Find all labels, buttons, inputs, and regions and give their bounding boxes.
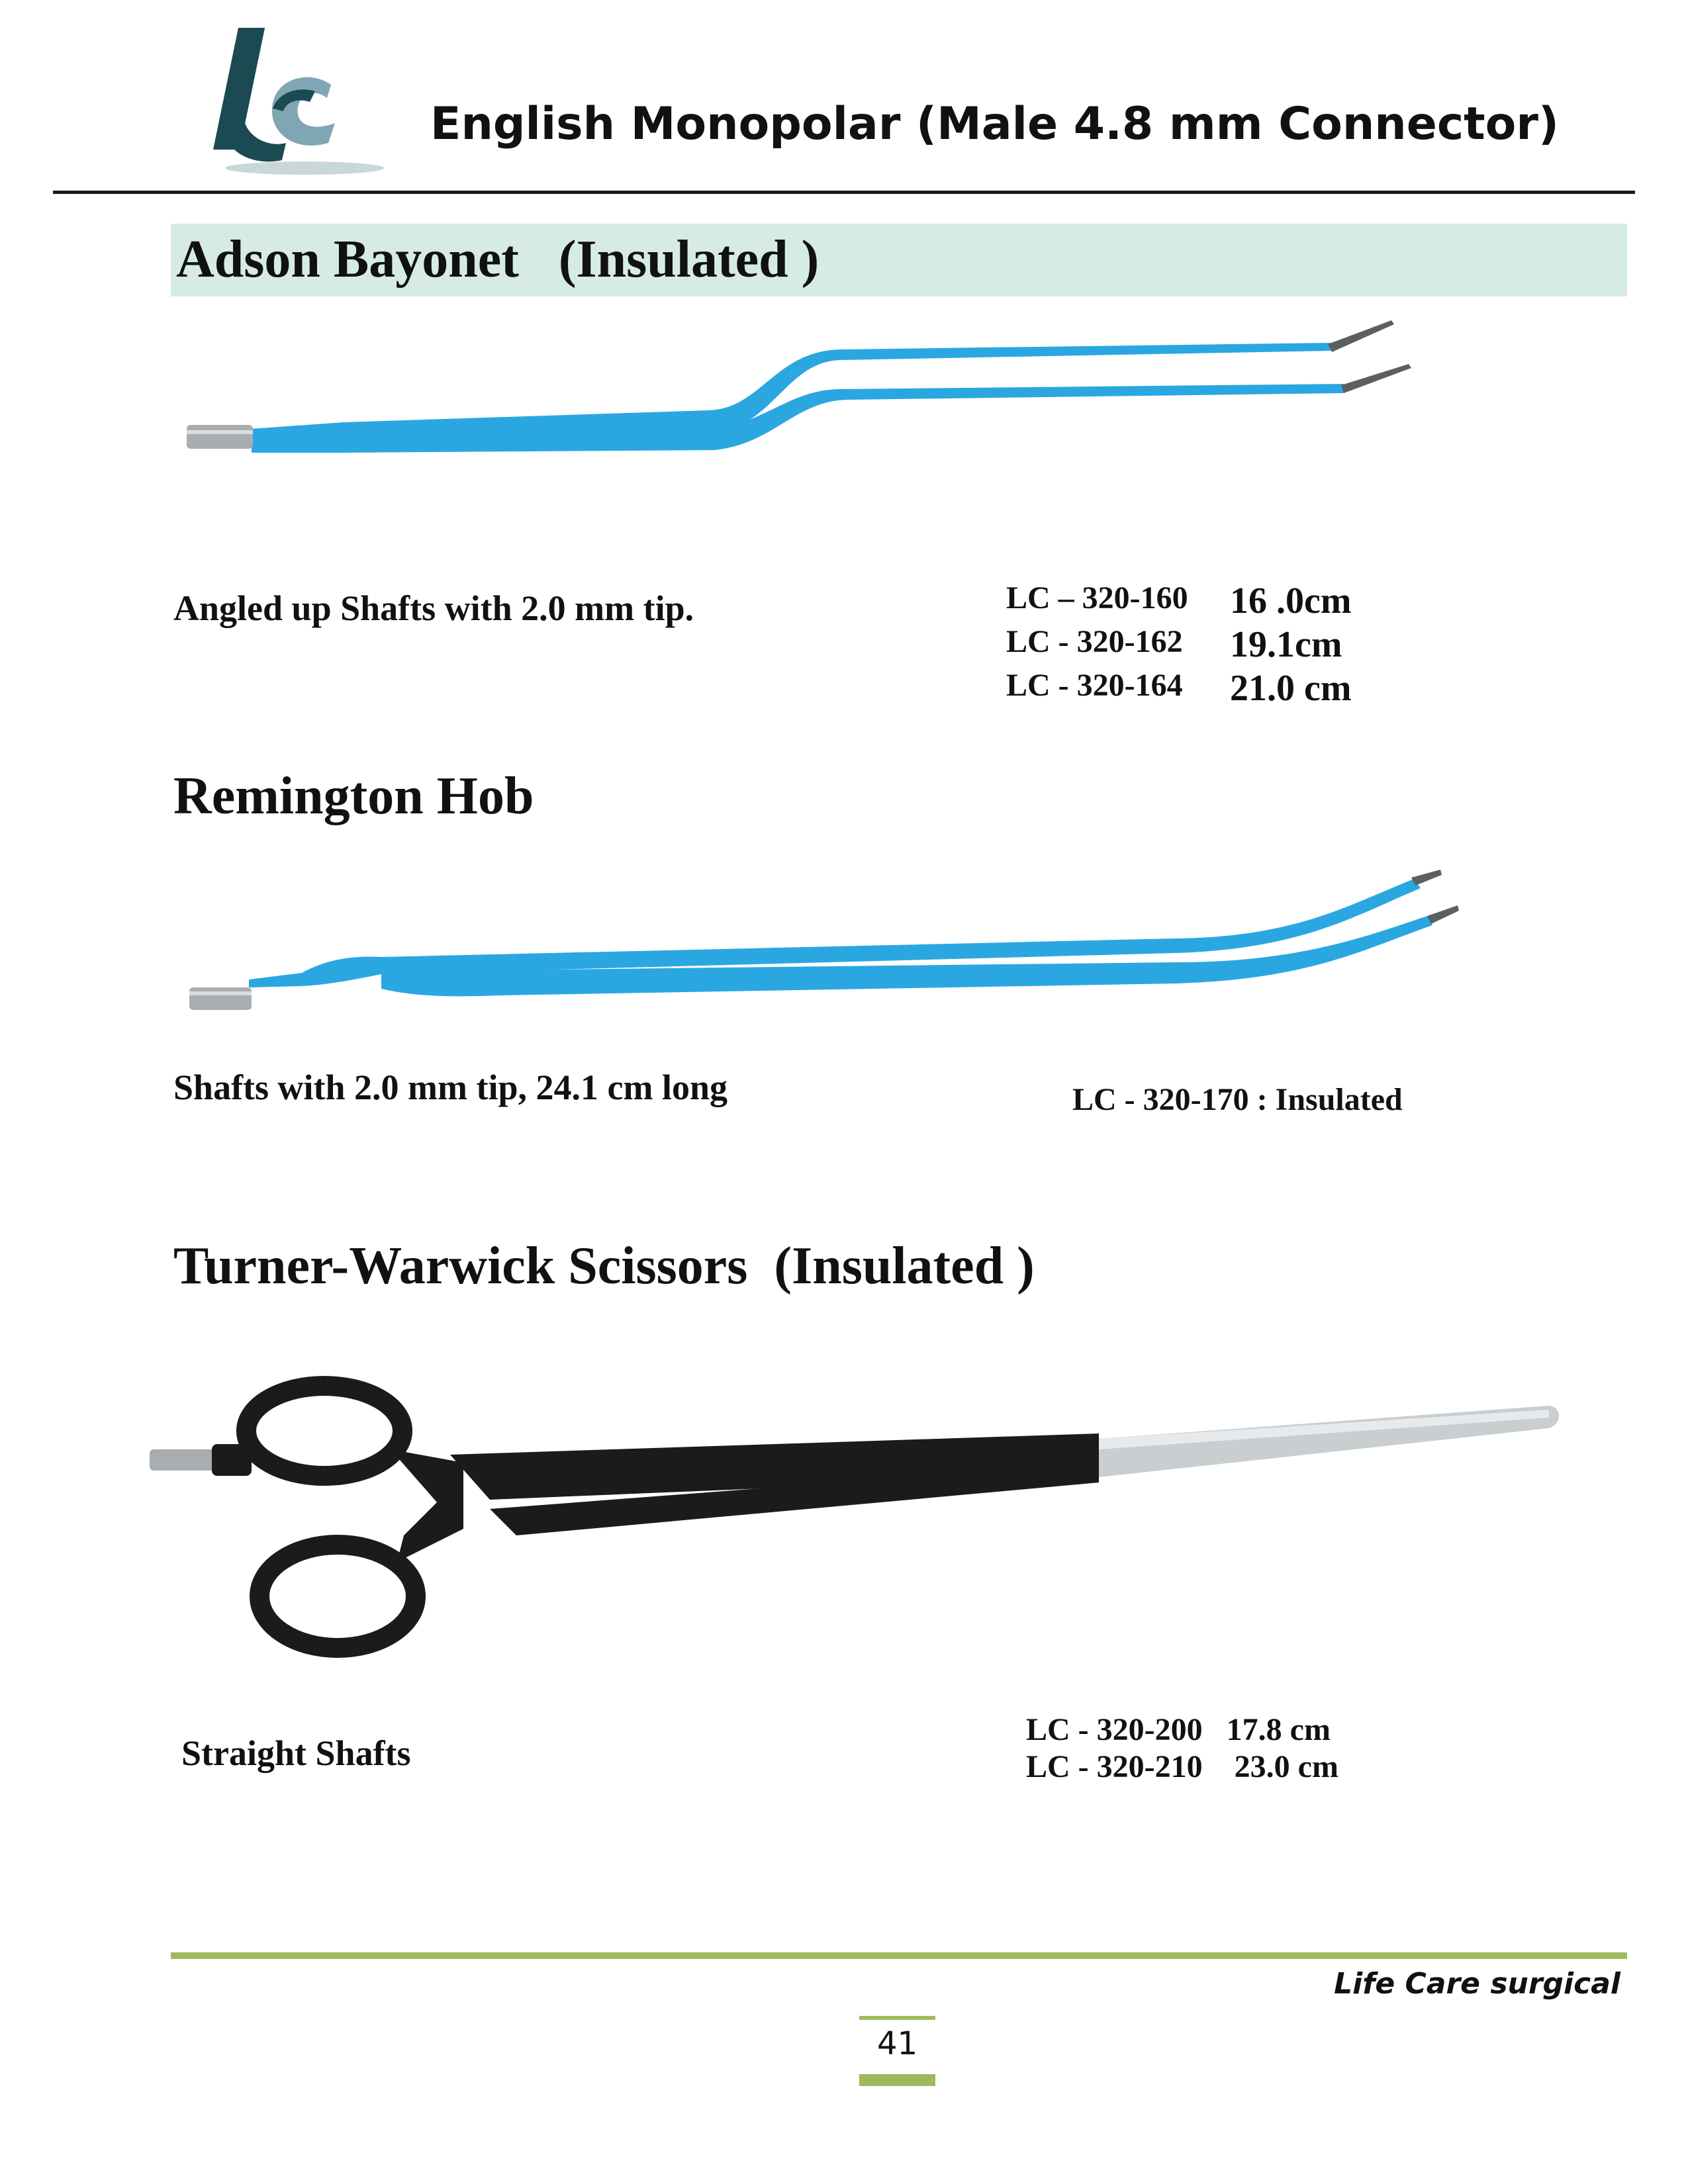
section-title-remington-hob: Remington Hob <box>173 767 534 825</box>
adson-bayonet-forceps-image <box>179 311 1423 523</box>
section-title-turner-warwick-scissors: Turner-Warwick Scissors (Insulated ) <box>173 1237 1035 1295</box>
turner-warwick-scissors-image <box>146 1370 1569 1688</box>
product-length: 16 .0cm <box>1230 580 1352 621</box>
footer-divider <box>171 1952 1627 1959</box>
page-number-accent-bottom <box>859 2074 935 2086</box>
turner-warwick-description: Straight Shafts <box>181 1733 411 1773</box>
product-code-line: LC - 320-200 17.8 cm <box>1026 1712 1331 1747</box>
page-number: 41 <box>876 2025 918 2062</box>
page-number-accent-top <box>859 2016 935 2020</box>
footer-brand: Life Care surgical <box>1334 1967 1620 2001</box>
company-logo <box>199 24 384 183</box>
product-code: LC - 320-170 : Insulated <box>1072 1082 1403 1117</box>
product-code: LC – 320-160 <box>1006 580 1188 615</box>
product-code-line: LC - 320-210 23.0 cm <box>1026 1749 1338 1784</box>
adson-bayonet-description: Angled up Shafts with 2.0 mm tip. <box>173 588 694 628</box>
remington-hob-description: Shafts with 2.0 mm tip, 24.1 cm long <box>173 1068 728 1107</box>
product-code: LC - 320-164 <box>1006 668 1183 703</box>
page-header-title: English Monopolar (Male 4.8 mm Connector) <box>430 98 1559 150</box>
product-length: 21.0 cm <box>1230 668 1352 709</box>
product-length: 19.1cm <box>1230 624 1342 665</box>
remington-hob-forceps-image <box>183 839 1500 1044</box>
section-title-adson-bayonet: Adson Bayonet (Insulated ) <box>176 230 820 289</box>
product-code: LC - 320-162 <box>1006 624 1183 659</box>
header-divider <box>53 191 1635 194</box>
